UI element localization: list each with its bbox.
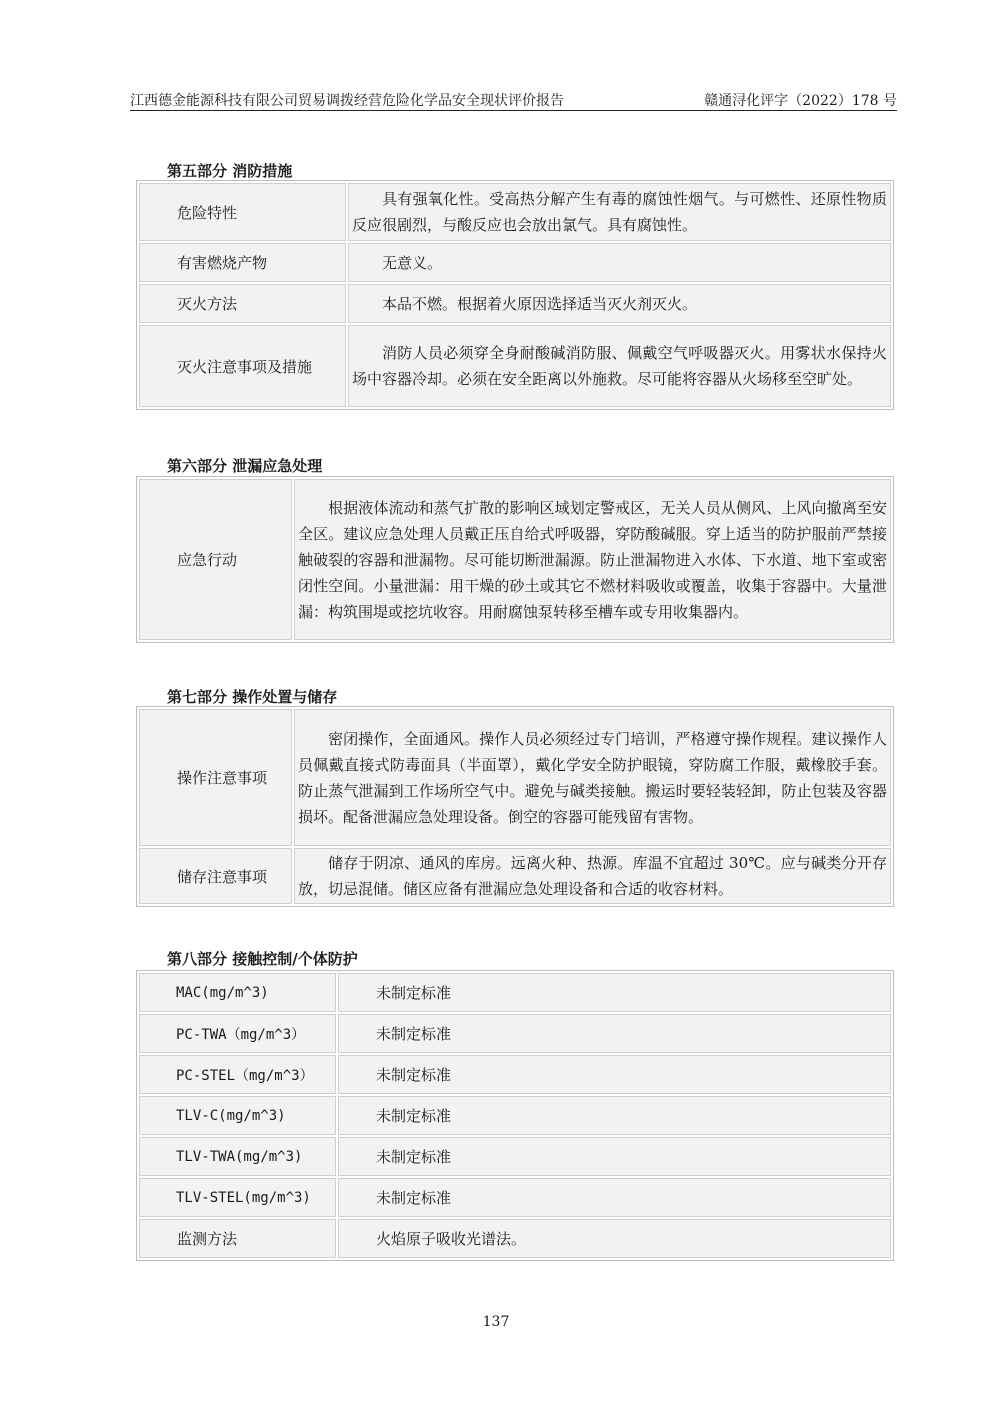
row-label: 操作注意事项 — [139, 709, 292, 846]
header-report-title: 江西德金能源科技有限公司贸易调拨经营危险化学品安全现状评价报告 — [130, 93, 564, 109]
row-content: 本品不燃。根据着火原因选择适当灭火剂灭火。 — [348, 284, 891, 323]
table-row — [139, 1219, 891, 1258]
table-row — [139, 1055, 891, 1094]
row-value: 未制定标准 — [338, 973, 891, 1012]
table-row — [139, 284, 891, 323]
row-label: MAC(mg/m^3) — [139, 973, 336, 1012]
section-5-title: 第五部分 消防措施 — [167, 162, 293, 180]
row-label: 灭火注意事项及措施 — [139, 325, 346, 407]
section-8-title: 第八部分 接触控制/个体防护 — [167, 950, 358, 968]
row-label: TLV-TWA(mg/m^3) — [139, 1137, 336, 1176]
table-row — [139, 183, 891, 241]
table-row — [139, 243, 891, 282]
row-label: 危险特性 — [139, 183, 346, 241]
row-label: 有害燃烧产物 — [139, 243, 346, 282]
table-row — [139, 1096, 891, 1135]
page-number: 137 — [482, 1314, 510, 1330]
table-row — [139, 848, 891, 904]
row-value: 火焰原子吸收光谱法。 — [338, 1219, 891, 1258]
row-label: TLV-C(mg/m^3) — [139, 1096, 336, 1135]
section-8-table — [136, 970, 894, 1261]
table-row — [139, 709, 891, 846]
row-content: 储存于阴凉、通风的库房。远离火种、热源。库温不宜超过 30℃。应与碱类分开存放，切忌混储。储区应备有泄漏应急处理设备和合适的收容材料。 — [294, 848, 891, 904]
row-value: 未制定标准 — [338, 1055, 891, 1094]
header-document-number: 赣通浔化评字（2022）178 号 — [704, 93, 897, 109]
row-content: 消防人员必须穿全身耐酸碱消防服、佩戴空气呼吸器灭火。用雾状水保持火场中容器冷却。必须在安全距离以外施救。尽可能将容器从火场移至空旷处。 — [348, 325, 891, 407]
row-label: 监测方法 — [139, 1219, 336, 1258]
row-label: TLV-STEL(mg/m^3) — [139, 1178, 336, 1217]
row-label: PC-STEL（mg/m^3） — [139, 1055, 336, 1094]
table-row — [139, 1014, 891, 1053]
row-content: 根据液体流动和蒸气扩散的影响区域划定警戒区，无关人员从侧风、上风向撤离至安全区。建议应急处理人员戴正压自给式呼吸器，穿防酸碱服。穿上适当的防护服前严禁接触破裂的容器和泄漏物。尽可能切断泄漏源。防止泄漏物进入水体、下水道、地下室或密闭性空间。小量泄漏：用干燥的砂土或其它不燃材料吸收或覆盖，收集于容器中。大量泄漏：构筑围堤或挖坑收容。用耐腐蚀泵转移至槽车或专用收集器内。 — [294, 479, 891, 640]
section-7-title: 第七部分 操作处置与储存 — [167, 688, 338, 706]
row-value: 未制定标准 — [338, 1096, 891, 1135]
row-value: 未制定标准 — [338, 1014, 891, 1053]
section-7-table — [136, 706, 894, 907]
table-row — [139, 1137, 891, 1176]
row-label: 储存注意事项 — [139, 848, 292, 904]
row-label: 灭火方法 — [139, 284, 346, 323]
page-header — [130, 88, 897, 111]
section-6-title: 第六部分 泄漏应急处理 — [167, 457, 323, 475]
row-content: 具有强氧化性。受高热分解产生有毒的腐蚀性烟气。与可燃性、还原性物质反应很剧烈，与酸反应也会放出氯气。具有腐蚀性。 — [348, 183, 891, 241]
row-value: 未制定标准 — [338, 1137, 891, 1176]
row-label: 应急行动 — [139, 479, 292, 640]
row-label: PC-TWA（mg/m^3） — [139, 1014, 336, 1053]
table-row — [139, 973, 891, 1012]
section-6-table — [136, 476, 894, 643]
table-row — [139, 1178, 891, 1217]
section-5-table — [136, 180, 894, 410]
table-row — [139, 325, 891, 407]
row-content: 无意义。 — [348, 243, 891, 282]
row-content: 密闭操作，全面通风。操作人员必须经过专门培训，严格遵守操作规程。建议操作人员佩戴直接式防毒面具（半面罩），戴化学安全防护眼镜，穿防腐工作服，戴橡胶手套。防止蒸气泄漏到工作场所空气中。避免与碱类接触。搬运时要轻装轻卸，防止包装及容器损坏。配备泄漏应急处理设备。倒空的容器可能残留有害物。 — [294, 709, 891, 846]
table-row — [139, 479, 891, 640]
row-value: 未制定标准 — [338, 1178, 891, 1217]
